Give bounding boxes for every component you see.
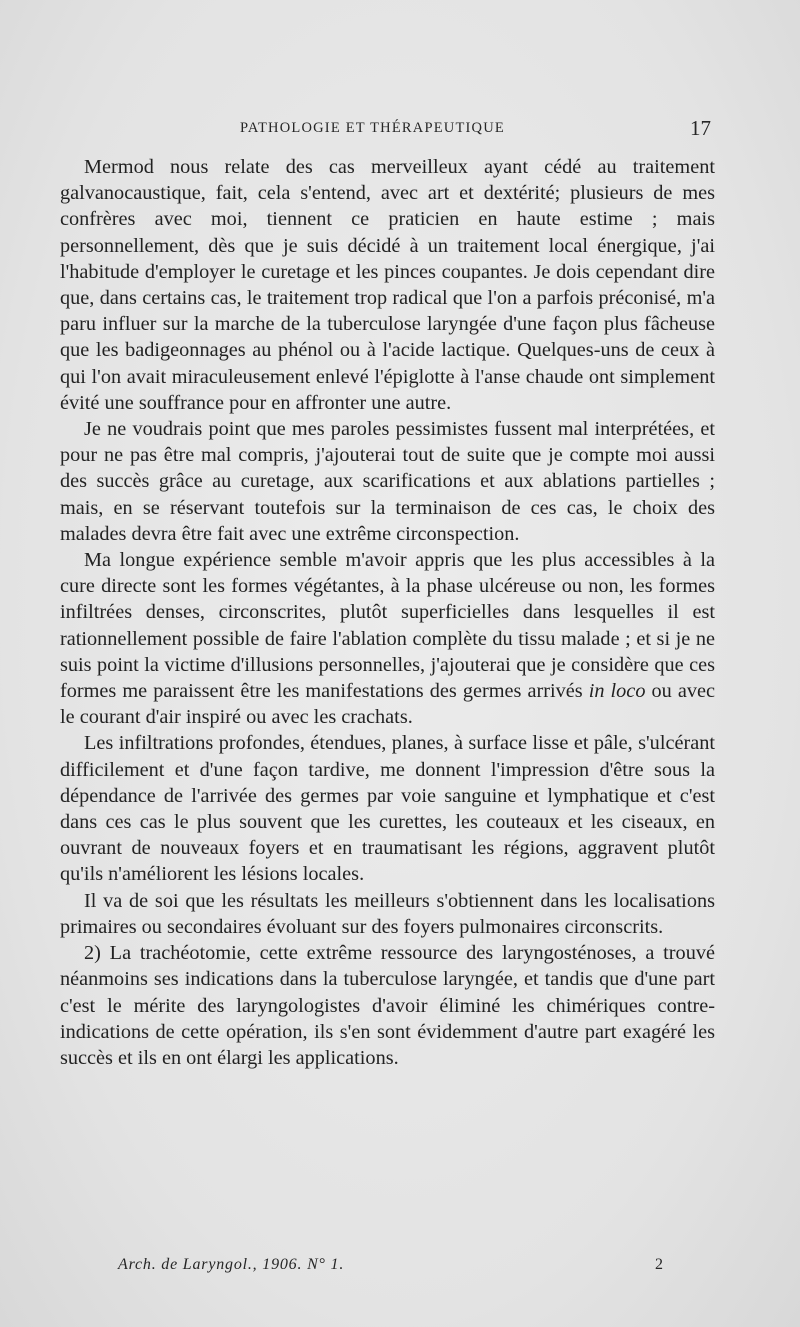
paragraph-infiltrations: Les infiltrations profondes, étendues, planes, à surface lisse et pâle, s'ulcérant difficilement et d'une façon tardive, me donnent l'impression d'être sous la dépendance de l'arrivée des germes par voie sanguine et lymphatique et c'est dans ces cas le plus souvent que les curettes, les couteaux et les ciseaux, en ouvrant de nouveaux foyers et en traumatisant les régions, aggravent plutôt qu'ils n'améliorent les lésions locales. [60,732,715,886]
paragraph-galvanocautery: Mermod nous relate des cas merveilleux ayant cédé au traitement galvanocaustique, fait, cela s'entend, avec art et dextérité; plusieurs de mes confrères avec moi, tiennent ce praticien en haute estime ; mais personnellement, dès que je suis décidé à un traitement local énergique, j'ai l'habitude d'employer le curetage et les pinces coupantes. Je dois cependant dire que, dans certains cas, le traitement trop radical que l'on a parfois préconisé, m'a paru influer sur la marche de la tuberculose laryngée d'une façon plus fâcheuse que les badigeonnages au phénol ou à l'acide lactique. Quelques-uns de ceux à qui l'on avait miraculeusement enlevé l'épiglotte à l'anse chaude ont simplement évité une souffrance pour en affronter une autre. [60,156,715,414]
paragraph-experience [60,547,715,730]
page-number: 17 [690,116,711,140]
paragraph-pessimism: Je ne voudrais point que mes paroles pessimistes fussent mal interprétées, et pour ne pas être mal compris, j'ajouterai tout de suite que je compte moi aussi des succès grâce au curetage, aux scarifications et aux ablations partielles ; mais, en se réservant toutefois sur la terminaison de ces cas, le choix des malades devra être fait avec une extrême circonspection. [60,418,715,545]
paragraph-experience-end: ou avec le courant d'air inspiré ou avec les crachats. [60,680,716,729]
journal-citation: Arch. de Laryngol., 1906. N° 1. [118,1256,345,1273]
body-text [60,154,715,1071]
signature-mark: 2 [655,1256,663,1273]
paragraph-experience-italic: in loco [588,680,646,703]
paragraph-results: Il va de soi que les résultats les meilleurs s'obtiennent dans les localisations primaires ou secondaires évoluant sur des foyers pulmonaires circonscrits. [60,889,715,938]
paragraph-experience-start: Ma longue expérience semble m'avoir appris que les plus accessibles à la cure directe sont les formes végétantes, à la phase ulcéreuse ou non, les formes infiltrées denses, circonscrites, plutôt superficielles dans lesquelles il est rationnellement possible de faire l'ablation complète du tissu malade ; et si je ne suis point la victime d'illusions personnelles, j'ajouterai que je considère que ces formes me paraissent être les manifestations des germes arrivés [60,549,715,703]
paragraph-tracheotomy: 2) La trachéotomie, cette extrême ressource des laryngosténoses, a trouvé néanmoins ses indications dans la tuberculose laryngée, et tandis que d'une part c'est le mérite des laryngologistes d'avoir éliminé les chimériques contre-indications de cette opération, ils s'en sont évidemment d'autre part exagéré les succès et ils en ont élargi les applications. [60,942,715,1069]
page-header [60,116,715,144]
running-title: PATHOLOGIE ET THÉRAPEUTIQUE [240,120,505,136]
page-footer [118,1256,663,1280]
